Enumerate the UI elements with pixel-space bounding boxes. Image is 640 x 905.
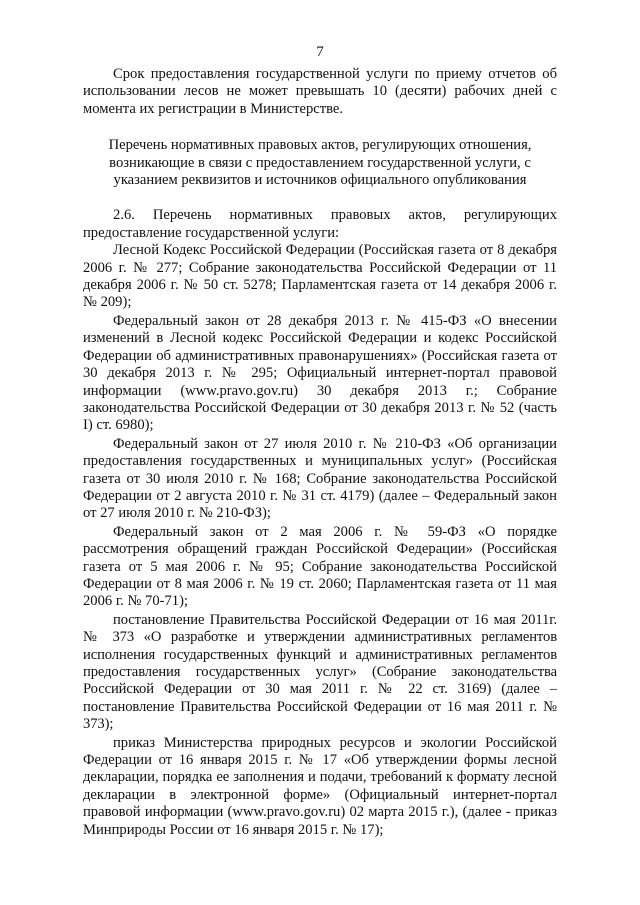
act-government-resolution-373: постановление Правительства Российской Федерации от 16 мая 2011г. № 373 «О разработке и утверждении административных регламентов исполнения государственных функций и административных регламентов предоставления государственных услуг» (Собрание законодательства Российской Федерации от 30 мая 2011 г. № 22 ст. 3169) (далее – постановление Правительства Российской Федерации от 16 мая 2011 г. № 373); <box>83 611 557 733</box>
act-ministry-order-17: приказ Министерства природных ресурсов и экологии Российской Федерации от 16 января 2015 г. № 17 «Об утверждении формы лесной декларации, порядка ее заполнения и подачи, требований к формату лесной декларации в электронной форме» (Официальный интернет-портал правовой информации (www.pravo.gov.ru) 02 марта 2015 г.), (далее - приказ Минприроды России от 16 января 2015 г. № 17); <box>83 734 557 838</box>
act-federal-law-415: Федеральный закон от 28 декабря 2013 г. № 415-ФЗ «О внесении изменений в Лесной кодекс Российской Федерации и кодекс Российской Федерации об административных правонарушениях» (Российская газета от 30 декабря 2013 г. № 295; Официальный интернет-портал правовой информации (www.pravo.gov.ru) 30 декабря 2013 г.; Собрание законодательства Российской Федерации от 30 декабря 2013 г. № 52 (часть I) ст. 6980); <box>83 312 557 434</box>
intro-paragraph: Срок предоставления государственной услуги по приему отчетов об использовании лесов не может превышать 10 (десяти) рабочих дней с момента их регистрации в Министерстве. <box>83 66 557 117</box>
document-body <box>83 66 557 839</box>
section-heading: Перечень нормативных правовых актов, регулирующих отношения, возникающие в связи с предоставлением государственной услуги, с указанием реквизитов и источников официального опубликования <box>108 137 532 189</box>
act-federal-law-210: Федеральный закон от 27 июля 2010 г. № 210-ФЗ «Об организации предоставления государственных и муниципальных услуг» (Российская газета от 30 июля 2010 г. № 168; Собрание законодательства Российской Федерации от 2 августа 2010 г. № 31 ст. 4179) (далее – Федеральный закон от 27 июля 2010 г. № 210-ФЗ); <box>83 435 557 522</box>
page-number: 7 <box>316 44 324 60</box>
act-forest-code: Лесной Кодекс Российской Федерации (Российская газета от 8 декабря 2006 г. № 277; Собрание законодательства Российской Федерации от 11 декабря 2006 г. № 50 ст. 5278; Парламентская газета от 14 декабря 2006 г. № 209); <box>83 242 557 311</box>
section-item-2-6: 2.6. Перечень нормативных правовых актов, регулирующих предоставление государственной услуги: <box>83 207 557 241</box>
act-federal-law-59: Федеральный закон от 2 мая 2006 г. № 59-ФЗ «О порядке рассмотрения обращений граждан Российской Федерации» (Российская газета от 5 мая 2006 г. № 95; Собрание законодательства Российской Федерации от 8 мая 2006 г. № 19 ст. 2060; Парламентская газета от 11 мая 2006 г. № 70-71); <box>83 523 557 610</box>
